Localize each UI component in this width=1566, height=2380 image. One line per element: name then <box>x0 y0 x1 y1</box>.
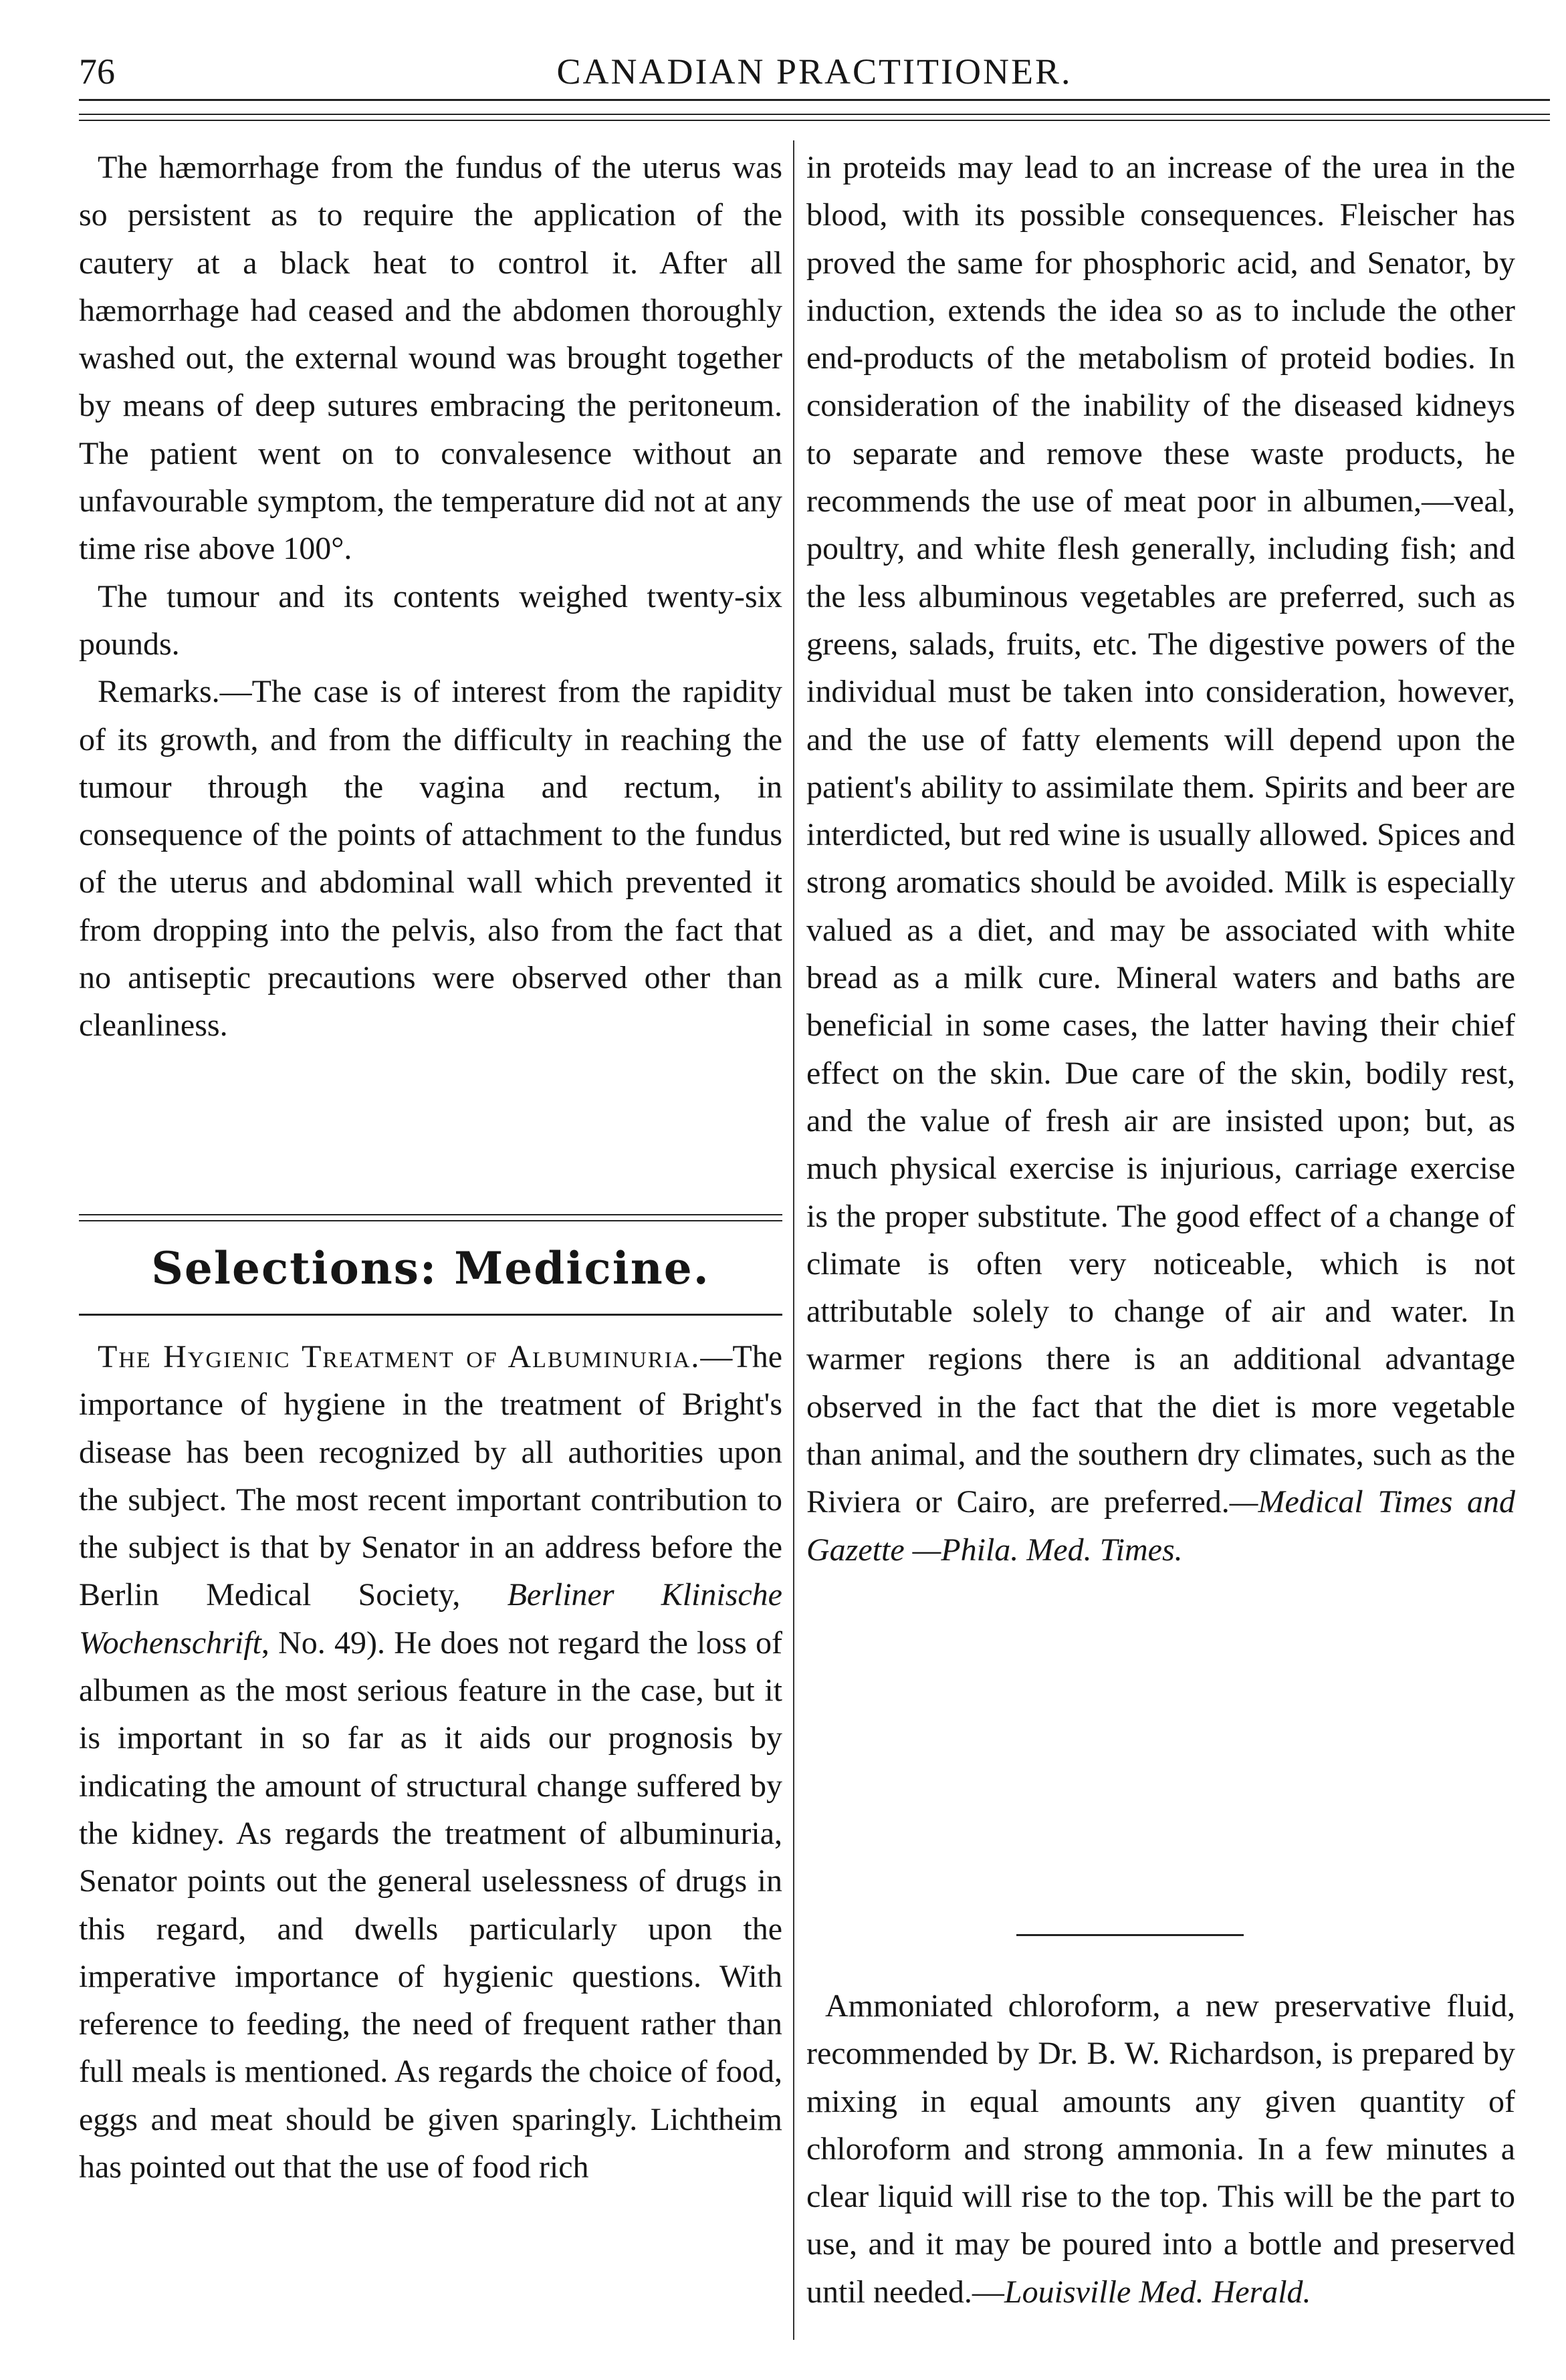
left-paragraph-2: The tumour and its contents weighed twenty-six pounds. <box>79 578 782 662</box>
section-rule-top <box>79 1214 782 1221</box>
column-divider <box>793 140 794 2340</box>
page-number: 76 <box>79 51 115 92</box>
chloroform-paragraph <box>806 1982 1515 2316</box>
article-text-b: , No. 49). He does not regard the loss of albumen as the most serious feature in the case, but it is important in so far as it aids our prognosis by indicating the amount of structural change suffered by the kidney. As regards the treatment of albuminuria, Senator points out the general uselessness of drugs in this regard, and dwells particularly upon the imperative importance of hygienic questions. With reference to feeding, the need of frequent rather than full meals is mentioned. As regards the choice of food, eggs and meat should be given sparingly. Lichtheim has pointed out that the use of food rich <box>79 1625 782 2185</box>
header-double-rule <box>79 114 1550 121</box>
right-paragraph-1 <box>806 144 1515 1574</box>
right-column <box>806 144 1515 1574</box>
article-separator <box>1016 1934 1244 1936</box>
right-source: —Medical Times and Gazette —Phila. Med. Times. <box>806 1484 1515 1568</box>
section-title: Selections: Medicine. <box>151 1242 710 1294</box>
article-source: Berliner Klinische Wochenschrift <box>79 1577 782 1661</box>
chloroform-source: Louisville Med. Herald. <box>1004 2274 1311 2310</box>
right-text-a: in proteids may lead to an increase of the urea in the blood, with its possible consequences. Fleischer has proved the same for phosphoric acid, and Senator, by induction, extends the idea so as to include the other end-products of the metabolism of proteid bodies. In consideration of the inability of the diseased kidneys to separate and remove these waste products, he recommends the use of meat poor in albumen,—veal, poultry, and white flesh generally, including fish; and the less albuminous vegetables are preferred, such as greens, salads, fruits, etc. The digestive powers of the individual must be taken into consideration, however, and the use of fatty elements will depend upon the patient's ability to assimilate them. Spirits and beer are interdicted, but red wine is usually allowed. Spices and strong aromatics should be avoided. Milk is especially valued as a diet, and may be associated with white bread as a milk cure. Mineral waters and baths are beneficial in some cases, the latter having their chief effect on the skin. Due care of the skin, bodily rest, and the value of fresh air are insisted upon; but, as much physical exercise is injurious, carriage exercise is the proper substitute. The good effect of a change of climate is often very noticeable, which is not attributable solely to change of air and water. In warmer regions there is an additional advantage observed in the fact that the diet is more vegetable than animal, and the southern dry climates, such as the Riviera or Cairo, are preferred. <box>806 150 1515 1520</box>
article-text-a: —The importance of hygiene in the treatment of Bright's disease has been recognized by all authorities upon the subject. The most recent important contribution to the subject is that by Senator in an address before the Berlin Medical Society, <box>79 1339 782 1613</box>
remarks-paragraph: Remarks.—The case is of interest from the rapidity of its growth, and from the difficulty in reaching the tumour through the vagina and rectum, in consequence of the points of attachment to the fundus of the uterus and abdominal wall which prevented it from dropping into the pelvis, also from the fact that no antiseptic precautions were observed other than cleanliness. <box>79 674 782 1044</box>
hygienic-treatment-paragraph <box>79 1333 782 2191</box>
left-column <box>79 144 782 1050</box>
section-rule-bottom <box>79 1314 782 1316</box>
right-column-lower <box>806 1982 1515 2316</box>
article-heading: The Hygienic Treatment of Albuminuria. <box>98 1339 701 1375</box>
header-rule <box>79 99 1550 101</box>
left-paragraph-1: The hæmorrhage from the fundus of the uterus was so persistent as to require the application of the cautery at a black heat to control it. After all hæmorrhage had ceased and the abdomen thoroughly washed out, the external wound was brought together by means of deep sutures embracing the peritoneum. The patient went on to convalesence without an unfavourable symptom, the temperature did not at any time rise above 100°. <box>79 150 782 567</box>
chloroform-text: Ammoniated chloroform, a new preservative fluid, recommended by Dr. B. W. Richardson, is prepared by mixing in equal amounts any given quantity of chloroform and strong ammonia. In a few minutes a clear liquid will rise to the top. This will be the part to use, and it may be poured into a bottle and preserved until needed.— <box>806 1988 1515 2310</box>
page-header <box>79 51 1550 98</box>
running-head: CANADIAN PRACTITIONER. <box>556 51 1073 92</box>
left-column-lower <box>79 1333 782 2191</box>
